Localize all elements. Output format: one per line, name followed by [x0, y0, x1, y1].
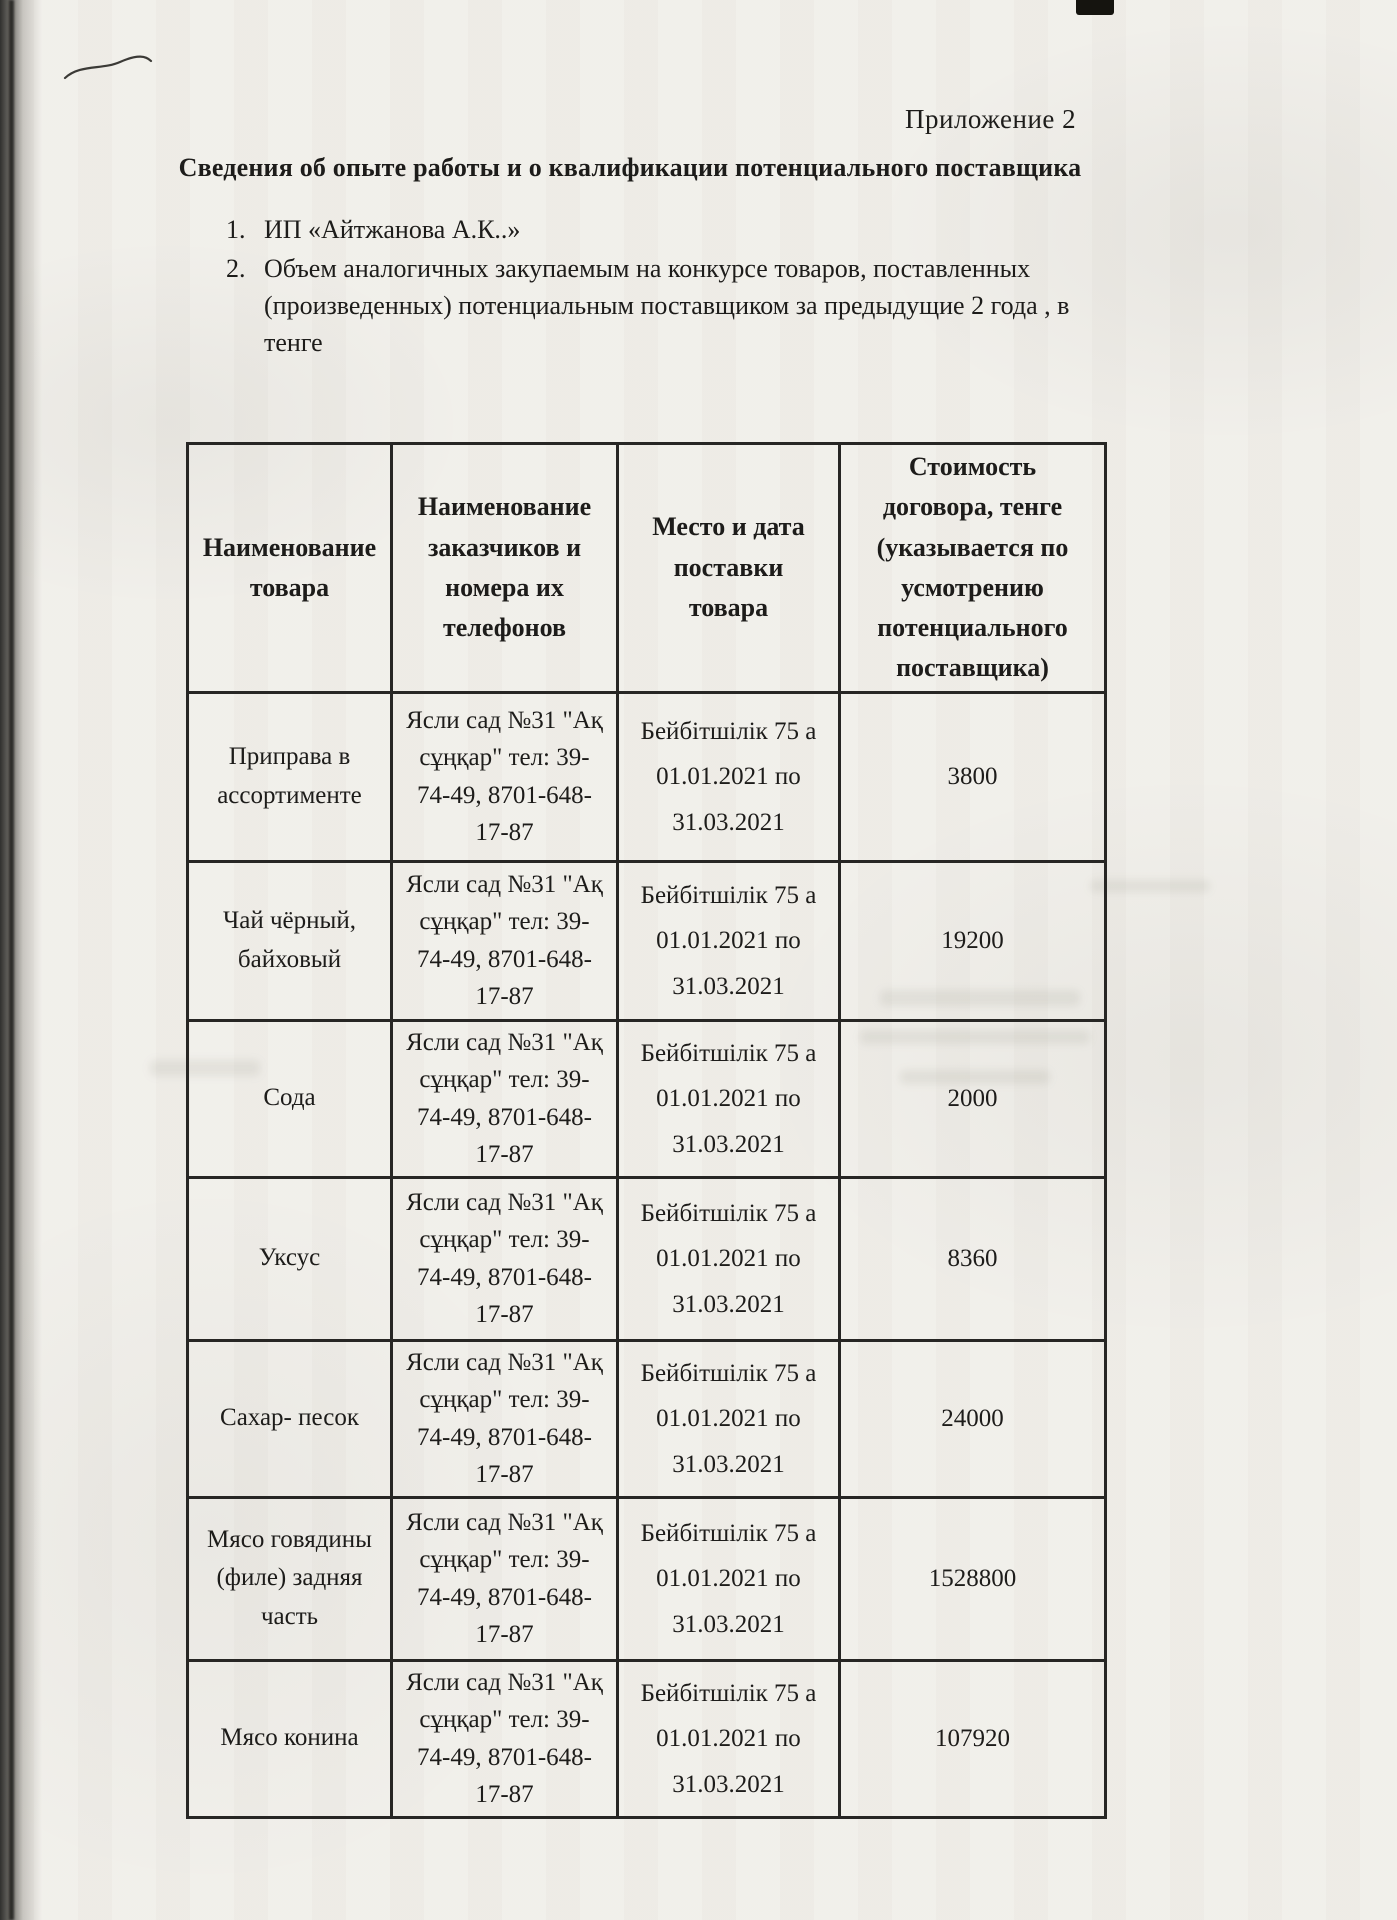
bleed-through-smudge: [1090, 880, 1210, 892]
cell-cost: 3800: [840, 692, 1106, 861]
cell-cost: 24000: [840, 1340, 1106, 1497]
cell-product: Приправа в ассортименте: [188, 692, 392, 861]
table-header-row: [188, 444, 1106, 693]
cell-customer: Ясли сад №31 "Ақ сұңқар" тел: 39-74-49, 8701-648-17-87: [392, 1340, 618, 1497]
cell-cost: 107920: [840, 1660, 1106, 1817]
cell-customer: Ясли сад №31 "Ақ сұңқар" тел: 39-74-49, 8701-648-17-87: [392, 1020, 618, 1177]
table-row: [188, 1020, 1106, 1177]
document-title: Сведения об опыте работы и о квалификации потенциального поставщика: [178, 153, 1082, 182]
header-place-date: Место и дата поставки товара: [618, 444, 840, 693]
cell-cost: 1528800: [840, 1497, 1106, 1660]
list-item-number: 1.: [226, 215, 246, 244]
cell-cost: 19200: [840, 861, 1106, 1020]
cell-product: Чай чёрный, байховый: [188, 861, 392, 1020]
supplier-experience-table: [186, 442, 1107, 1819]
cell-place-date: Бейбітшілік 75 а 01.01.2021 по 31.03.2021: [618, 861, 840, 1020]
pen-squiggle-mark: [62, 52, 154, 86]
cell-place-date: Бейбітшілік 75 а 01.01.2021 по 31.03.2021: [618, 1340, 840, 1497]
list-item-text: ИП «Айтжанова А.К..»: [264, 215, 521, 244]
table-row: [188, 1340, 1106, 1497]
scan-corner-mark: [1076, 0, 1114, 15]
cell-customer: Ясли сад №31 "Ақ сұңқар" тел: 39-74-49, 8701-648-17-87: [392, 1177, 618, 1340]
header-product-name: Наименование товара: [188, 444, 392, 693]
cell-customer: Ясли сад №31 "Ақ сұңқар" тел: 39-74-49, 8701-648-17-87: [392, 1497, 618, 1660]
list-item: [226, 251, 1110, 362]
header-customer-phones: Наименование заказчиков и номера их телефонов: [392, 444, 618, 693]
cell-cost: 2000: [840, 1020, 1106, 1177]
table-row: [188, 861, 1106, 1020]
cell-product: Сода: [188, 1020, 392, 1177]
annex-label: Приложение 2: [905, 104, 1077, 134]
cell-place-date: Бейбітшілік 75 а 01.01.2021 по 31.03.2021: [618, 1660, 840, 1817]
cell-cost: 8360: [840, 1177, 1106, 1340]
header-contract-cost: Стоимость договора, тенге (указывается по усмотрению потенциального поставщика): [840, 444, 1106, 693]
cell-product: Сахар- песок: [188, 1340, 392, 1497]
table-row: [188, 692, 1106, 861]
list-item-text: Объем аналогичных закупаемым на конкурсе товаров, поставленных (произведенных) потенциальным поставщиком за предыдущие 2 года , в тенге: [264, 253, 1070, 357]
cell-product: Мясо конина: [188, 1660, 392, 1817]
numbered-list: [226, 212, 1110, 364]
scan-edge-shadow: [0, 0, 42, 1920]
cell-place-date: Бейбітшілік 75 а 01.01.2021 по 31.03.2021: [618, 1020, 840, 1177]
table-row: [188, 1497, 1106, 1660]
cell-customer: Ясли сад №31 "Ақ сұңқар" тел: 39-74-49, 8701-648-17-87: [392, 1660, 618, 1817]
cell-place-date: Бейбітшілік 75 а 01.01.2021 по 31.03.2021: [618, 1177, 840, 1340]
table-row: [188, 1177, 1106, 1340]
cell-place-date: Бейбітшілік 75 а 01.01.2021 по 31.03.2021: [618, 692, 840, 861]
cell-place-date: Бейбітшілік 75 а 01.01.2021 по 31.03.2021: [618, 1497, 840, 1660]
list-item-number: 2.: [226, 253, 246, 283]
cell-customer: Ясли сад №31 "Ақ сұңқар" тел: 39-74-49, 8701-648-17-87: [392, 692, 618, 861]
list-item: [226, 212, 1110, 249]
cell-product: Мясо говядины (филе) задняя часть: [188, 1497, 392, 1660]
cell-product: Уксус: [188, 1177, 392, 1340]
table-row: [188, 1660, 1106, 1817]
cell-customer: Ясли сад №31 "Ақ сұңқар" тел: 39-74-49, 8701-648-17-87: [392, 861, 618, 1020]
